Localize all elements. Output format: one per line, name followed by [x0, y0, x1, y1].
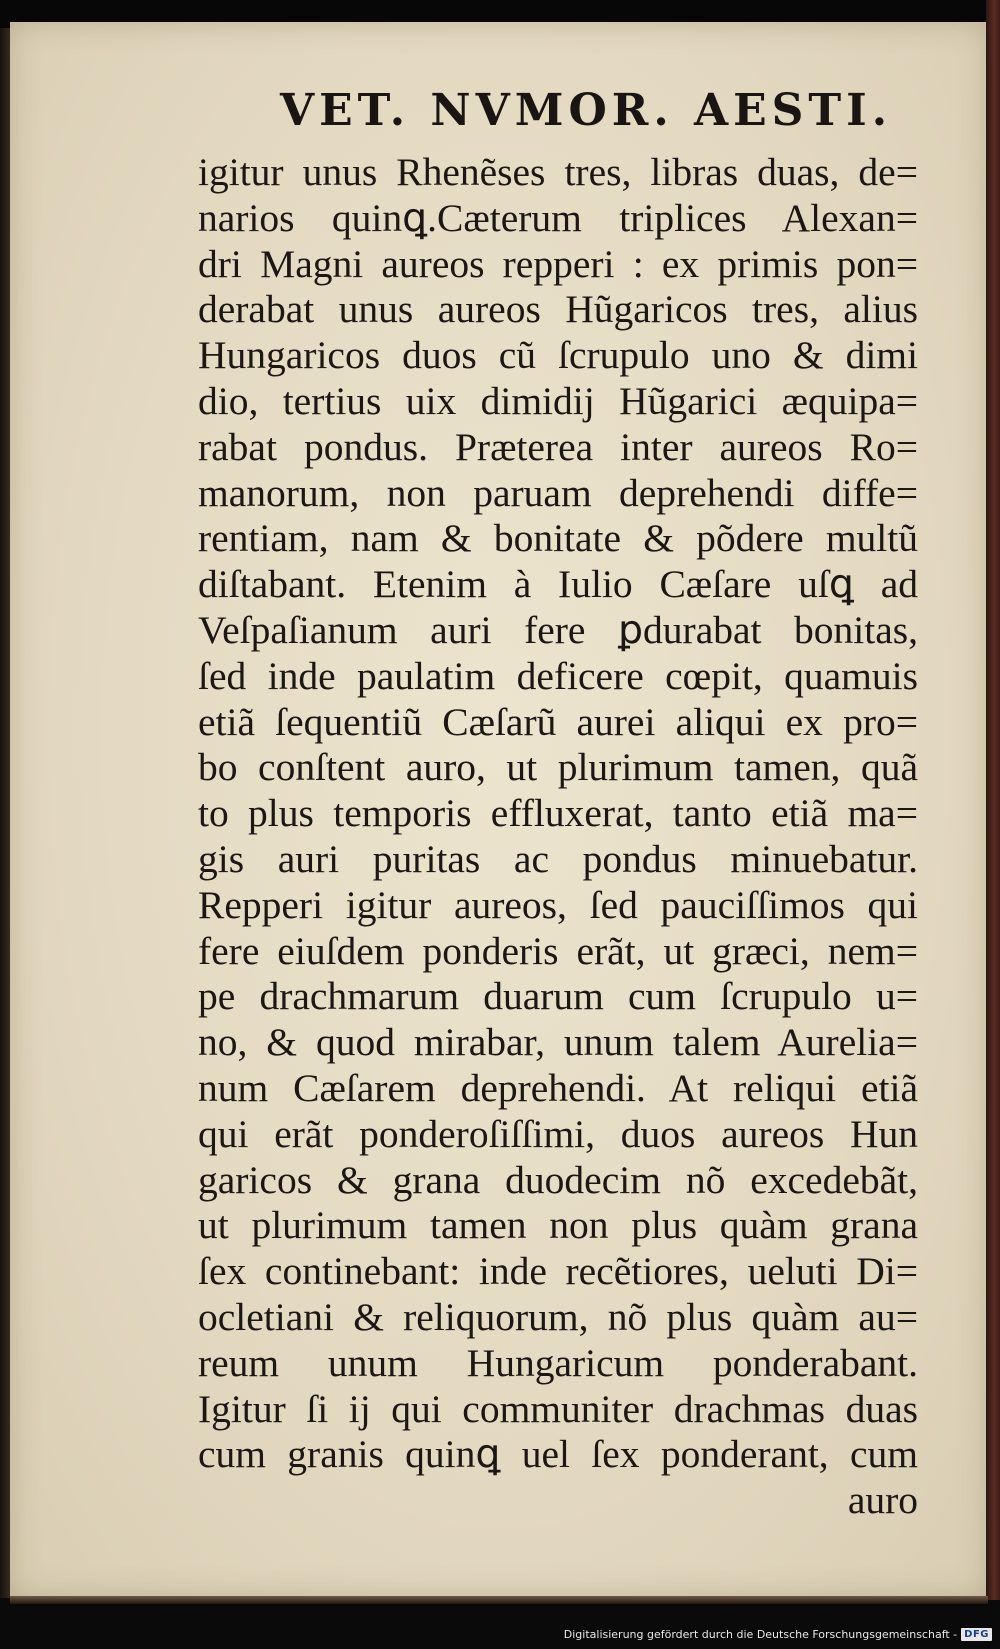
text-line: derabat unus aureos Hũgaricos tres, alius: [198, 287, 918, 332]
body-text: [198, 150, 918, 1524]
text-line: ſed inde paulatim deficere cœpit, quamuis: [198, 653, 918, 698]
running-head: VET. NVMOR. AESTI.: [280, 85, 893, 136]
text-line: no, & quod mirabar, unum talem Aurelia=: [198, 1020, 918, 1065]
text-line: igitur unus Rhenẽses tres, libras duas, de=: [198, 150, 918, 194]
text-line: bo conſtent auro, ut plurimum tamen, quã: [198, 745, 918, 790]
scan-bottom-band: [0, 1604, 1000, 1649]
text-line: narios quinꝗ.Cæterum triplices Alexan=: [198, 195, 918, 240]
text-line: num Cæſarem deprehendi. At reliqui etiã: [198, 1065, 918, 1110]
text-line: ocletiani & reliquorum, nõ plus quàm au=: [198, 1294, 918, 1339]
text-line: garicos & grana duodecim nõ excedebãt,: [198, 1157, 918, 1202]
text-line: to plus temporis effluxerat, tanto etiã ma=: [198, 791, 918, 836]
text-line: fere eiuſdem ponderis erãt, ut græci, nem=: [198, 928, 918, 973]
text-line: ut plurimum tamen non plus quàm grana: [198, 1203, 918, 1248]
text-line: dio, tertius uix dimidij Hũgarici æquipa=: [198, 378, 918, 423]
dfg-logo: DFG: [961, 1628, 992, 1641]
catchword: auro: [847, 1478, 918, 1523]
text-line: dri Magni aureos repperi : ex primis pon=: [198, 241, 918, 286]
text-line: cum granis quinꝗ uel ſex ponderant, cum: [198, 1432, 918, 1477]
text-line: manorum, non paruam deprehendi diffe=: [198, 470, 918, 515]
text-line: rabat pondus. Præterea inter aureos Ro=: [198, 424, 918, 469]
book-spine-right: [986, 0, 1000, 1600]
text-line: Hungaricos duos cũ ſcrupulo uno & dimi: [198, 333, 918, 378]
text-line: qui erãt ponderoſiſſimi, duos aureos Hun: [198, 1111, 918, 1156]
text-line: gis auri puritas ac pondus minuebatur.: [198, 836, 918, 881]
text-line: diſtabant. Etenim à Iulio Cæſare uſꝗ ad: [198, 562, 918, 607]
text-line: Igitur ſi ij qui communiter drachmas duas: [198, 1386, 918, 1431]
text-line: rentiam, nam & bonitate & põdere multũ: [198, 516, 918, 561]
text-line: ſex continebant: inde recẽtiores, ueluti Di=: [198, 1249, 918, 1294]
text-line: Veſpaſianum auri fere ꝑdurabat bonitas,: [198, 607, 918, 652]
text-line: pe drachmarum duarum cum ſcrupulo u=: [198, 974, 918, 1019]
text-line: Repperi igitur aureos, ſed pauciſſimos qui: [198, 882, 918, 927]
page-bottom-edge: [10, 1596, 988, 1604]
text-line: reum unum Hungaricum ponderabant.: [198, 1340, 918, 1385]
digitization-credit: [564, 1628, 992, 1641]
text-line: etiã ſequentiũ Cæſarũ aurei aliqui ex pro=: [198, 699, 918, 744]
credit-text: Digitalisierung gefördert durch die Deutsche Forschungsgemeinschaft -: [563, 1628, 958, 1641]
